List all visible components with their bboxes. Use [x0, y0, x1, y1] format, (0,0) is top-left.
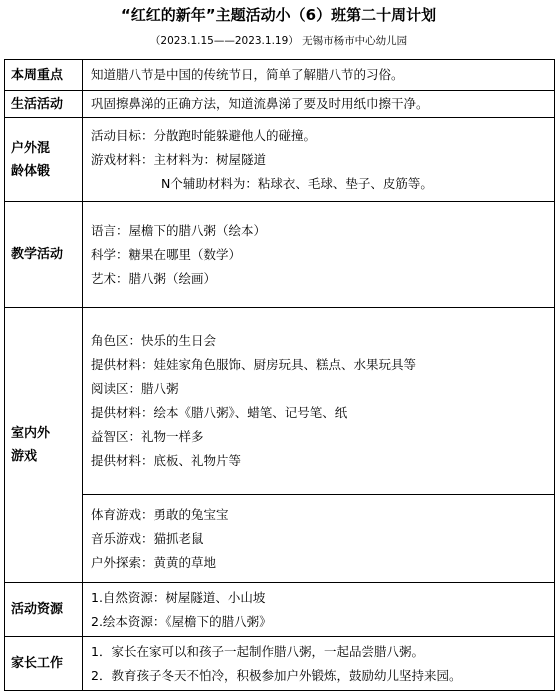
label-indoor	[5, 308, 83, 583]
parents-line: 1．家长在家可以和孩子一起制作腊八粥，一起品尝腊八粥。	[91, 643, 424, 659]
row-teaching	[5, 202, 555, 308]
content-outdoor	[83, 118, 555, 202]
indoor-line: 提供材料：娃娃家角色服饰、厨房玩具、糕点、水果玩具等	[91, 357, 417, 372]
indoor-line: 益智区：礼物一样多	[91, 429, 204, 444]
outdoor-line: 游戏材料：主材料为：树屋隧道	[91, 151, 267, 167]
page-title: “红红的新年”主题活动小（6）班第二十周计划	[120, 6, 437, 24]
label-indoor-line-1: 室内外	[11, 426, 51, 441]
row-outdoor	[5, 118, 555, 202]
label-life: 生活活动	[5, 91, 83, 118]
content-indoor-areas	[83, 308, 555, 495]
page-subtitle: （2023.1.15——2023.1.19） 无锡市杨市中心幼儿园	[149, 35, 408, 47]
content-life	[83, 91, 555, 118]
focus-line: 知道腊八节是中国的传统节日，简单了解腊八节的习俗。	[91, 67, 404, 82]
outdoor-line: 活动目标：分散跑时能躲避他人的碰撞。	[91, 127, 317, 143]
indoor-line: 阅读区：腊八粥	[91, 381, 179, 396]
life-line: 巩固擦鼻涕的正确方法，知道流鼻涕了要及时用纸巾擦干净。	[91, 96, 429, 111]
row-life	[5, 91, 555, 118]
indoor-game-line: 音乐游戏：猫抓老鼠	[91, 530, 204, 546]
label-outdoor	[5, 118, 83, 202]
row-focus	[5, 60, 555, 91]
content-indoor-games	[83, 495, 555, 583]
row-parents	[5, 637, 555, 691]
label-parents: 家长工作	[5, 637, 83, 691]
weekly-plan-table	[4, 59, 555, 691]
indoor-game-line: 体育游戏：勇敢的兔宝宝	[91, 506, 229, 522]
content-focus	[83, 60, 555, 91]
content-parents	[83, 637, 555, 691]
teaching-line: 科学：糖果在哪里（数学）	[91, 246, 242, 262]
content-teaching	[83, 202, 555, 308]
indoor-line: 提供材料：绘本《腊八粥》、蜡笔、记号笔、纸	[91, 405, 348, 420]
indoor-game-line: 户外探索：黄黄的草地	[91, 554, 217, 570]
parents-line: 2．教育孩子冬天不怕冷，积极参加户外锻炼，鼓励幼儿坚持来园。	[91, 667, 462, 683]
indoor-line: 提供材料：底板、礼物片等	[91, 453, 242, 468]
resources-line: 1.自然资源：树屋隧道、小山坡	[91, 589, 266, 605]
resources-line: 2.绘本资源：《屋檐下的腊八粥》	[91, 613, 272, 629]
row-resources	[5, 583, 555, 637]
label-indoor-line-2: 游戏	[11, 449, 38, 464]
label-focus: 本周重点	[5, 60, 83, 91]
teaching-line: 语言：屋檐下的腊八粥（绘本）	[91, 222, 267, 238]
row-indoor-a	[5, 308, 555, 495]
label-outdoor-line-1: 户外混	[11, 140, 51, 156]
label-teaching: 教学活动	[5, 202, 83, 308]
teaching-line: 艺术：腊八粥（绘画）	[91, 270, 217, 286]
label-resources: 活动资源	[5, 583, 83, 637]
label-outdoor-line-2: 龄体锻	[11, 163, 51, 179]
indoor-line: 角色区：快乐的生日会	[91, 333, 217, 348]
content-resources	[83, 583, 555, 637]
outdoor-line: N个辅助材料为：粘球衣、毛球、垫子、皮筋等。	[161, 175, 433, 191]
row-indoor-b	[5, 495, 555, 583]
